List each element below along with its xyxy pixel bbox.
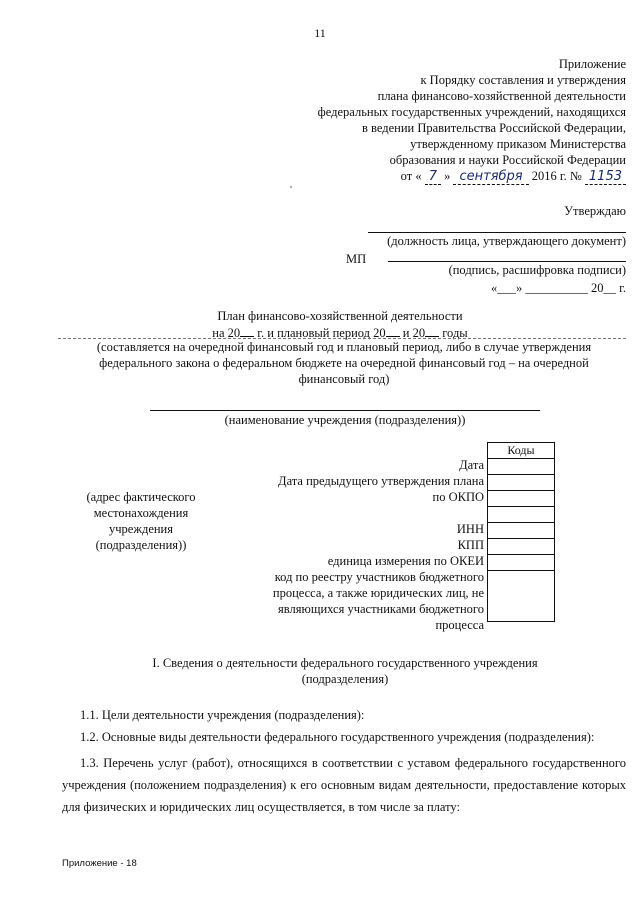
paragraph-1-3: 1.3. Перечень услуг (работ), относящихся в соответствии с уставом федерального государственного учреждения (положением подразделения) к его основным видам деятельности, предоставление которых для физических и юридических лиц осуществляется, в том числе за плату: <box>62 756 626 814</box>
appendix-header <box>206 56 626 185</box>
page-number: 11 <box>314 26 326 40</box>
signature-line <box>388 261 626 262</box>
signature-caption: (подпись, расшифровка подписи) <box>448 263 626 277</box>
code-label: по ОКПО <box>432 490 484 504</box>
section-title: I. Сведения о деятельности федерального государственного учреждения (подразделения) <box>152 656 538 686</box>
codes-header: Коды <box>488 443 555 459</box>
period-part: г. и плановый период 20 <box>257 326 386 340</box>
stamp-place: МП <box>346 252 367 266</box>
period-part: и 20 <box>402 326 426 340</box>
code-label: являющихся участниками бюджетного <box>278 602 484 616</box>
code-label <box>240 505 484 521</box>
order-mid: » <box>444 169 451 183</box>
plan-title <box>150 308 530 341</box>
position-line <box>368 232 626 233</box>
code-label: ИНН <box>456 522 484 536</box>
period-part: на 20 <box>212 326 241 340</box>
appendix-line: Приложение <box>558 57 626 71</box>
code-label: код по реестру участников бюджетного <box>274 570 484 584</box>
appendix-line: федеральных государственных учреждений, находящихся <box>317 105 626 119</box>
institution-caption: (наименование учреждения (подразделения)) <box>224 413 466 427</box>
code-label: КПП <box>457 538 484 552</box>
institution-line <box>150 410 540 411</box>
order-year: 2016 г. № <box>531 169 582 183</box>
position-caption: (должность лица, утверждающего документ) <box>387 234 626 248</box>
appendix-line: плана финансово-хозяйственной деятельности <box>377 89 626 103</box>
codes-table <box>487 442 555 622</box>
appendix-line: к Порядку составления и утверждения <box>420 73 626 87</box>
footer: Приложение - 18 <box>62 858 137 869</box>
paragraph-1-2: 1.2. Основные виды деятельности федерального государственного учреждения (подразделения): <box>80 730 595 744</box>
code-cell-prev-date[interactable] <box>488 475 555 491</box>
code-cell-okpo[interactable] <box>488 491 555 507</box>
code-label: процесса, а также юридических лиц, не <box>272 586 484 600</box>
paragraph-1-1: 1.1. Цели деятельности учреждения (подразделения): <box>80 708 365 722</box>
code-cell-kpp[interactable] <box>488 539 555 555</box>
plan-title-text: План финансово-хозяйственной деятельности <box>217 309 463 323</box>
code-cell-date[interactable] <box>488 459 555 475</box>
code-cell-blank[interactable] <box>488 507 555 523</box>
code-label: единица измерения по ОКЕИ <box>327 554 484 568</box>
order-date-line <box>206 168 626 185</box>
speck <box>290 186 292 188</box>
appendix-line: в ведении Правительства Российской Федерации, <box>361 121 626 135</box>
address-caption: (адрес фактического местонахождения учреждения (подразделения)) <box>86 490 196 552</box>
period-part: годы <box>442 326 468 340</box>
code-label: процесса <box>435 618 484 632</box>
appendix-line: образования и науки Российской Федерации <box>389 153 626 167</box>
code-cell-okei[interactable] <box>488 555 555 571</box>
code-cell-registry[interactable] <box>488 571 555 622</box>
code-label: Дата <box>459 458 484 472</box>
order-prefix: от « <box>400 169 422 183</box>
appendix-line: утвержденному приказом Министерства <box>410 137 626 151</box>
order-day: 7 <box>425 169 441 185</box>
approve-label: Утверждаю <box>564 204 626 218</box>
code-labels <box>240 457 484 633</box>
order-month: сентября <box>453 169 528 185</box>
plan-note: (составляется на очередной финансовый год и плановый период, либо в случае утверждения федерального закона о федеральном бюджете на очередной финансовый год – на очередной финансовый год) <box>96 340 592 386</box>
approval-date: «___» __________ 20__ г. <box>491 281 626 295</box>
code-cell-inn[interactable] <box>488 523 555 539</box>
order-number: 1153 <box>585 169 626 185</box>
code-label: Дата предыдущего утверждения плана <box>278 474 484 488</box>
